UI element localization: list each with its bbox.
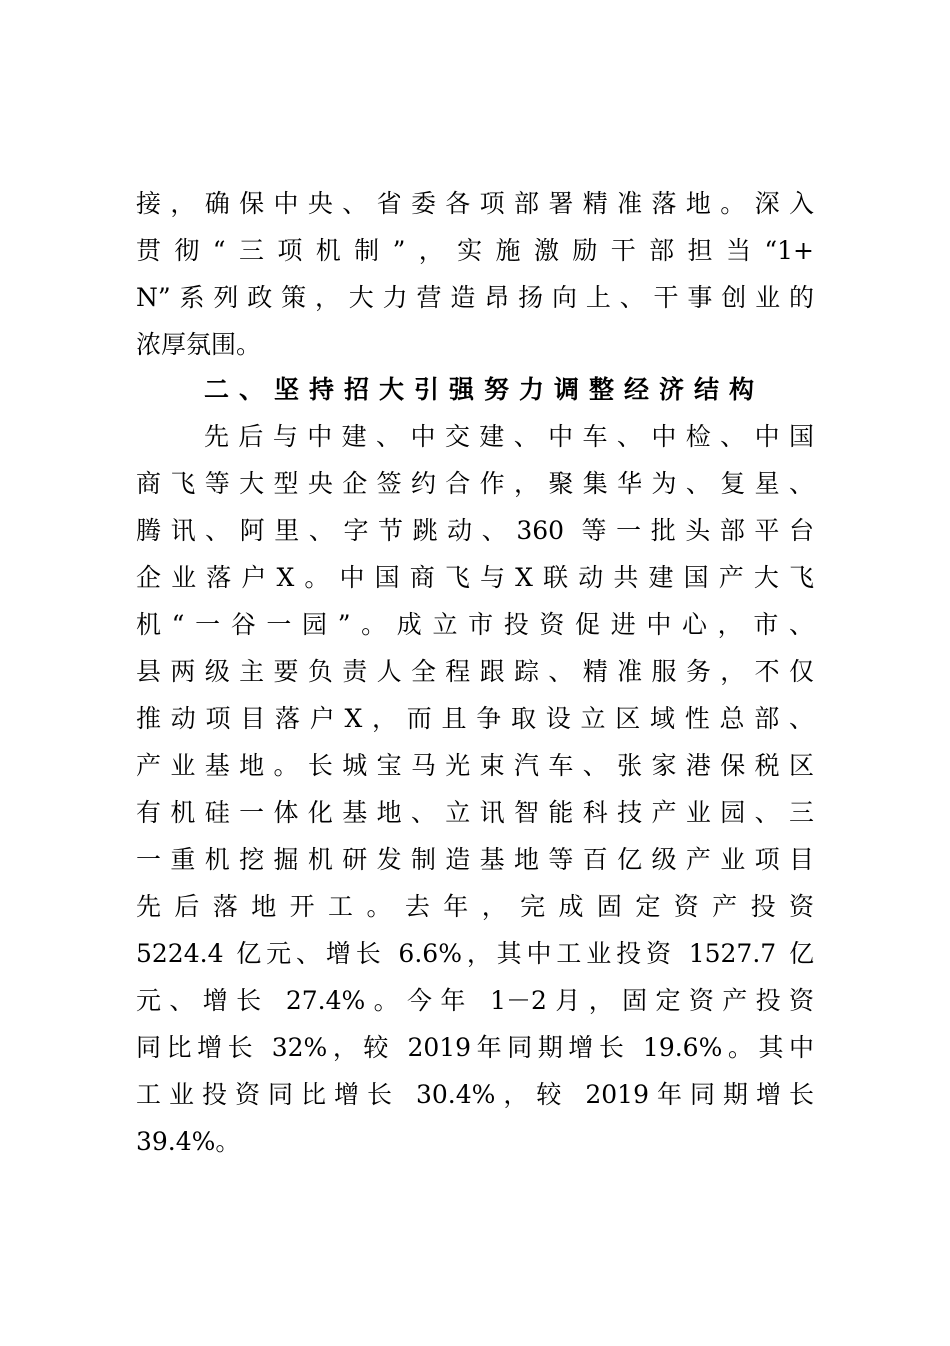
paragraph-2-line: 机“一谷一园”。成立市投资促进中心，市、 [136, 610, 814, 639]
paragraph-2-line: 推动项目落户X，而且争取设立区域性总部、 [136, 704, 814, 733]
paragraph-2-line: 先后与中建、中交建、中车、中检、中国 [204, 422, 814, 451]
paragraph-2-line: 先后落地开工。去年，完成固定资产投资 [136, 892, 814, 921]
paragraph-2-line: 5224.4 亿元、增长 6.6%，其中工业投资 1527.7 亿 [136, 939, 814, 968]
paragraph-2-line: 元、增长 27.4%。今年 1－2月，固定资产投资 [136, 986, 814, 1015]
paragraph-2-line: 39.4%。 [136, 1127, 241, 1156]
paragraph-2 [136, 413, 814, 1165]
paragraph-1-line: N”系列政策，大力营造昂扬向上、干事创业的 [136, 283, 814, 312]
paragraph-1-line: 贯彻“三项机制”，实施激励干部担当“1+ [136, 236, 814, 265]
paragraph-2-line: 同比增长 32%，较 2019年同期增长 19.6%。其中 [136, 1033, 814, 1062]
paragraph-1 [136, 180, 814, 368]
paragraph-2-line: 有机硅一体化基地、立讯智能科技产业园、三 [136, 798, 814, 827]
paragraph-2-line: 商飞等大型央企签约合作，聚集华为、复星、 [136, 469, 814, 498]
paragraph-1-line: 浓厚氛围。 [136, 330, 262, 359]
paragraph-2-line: 工业投资同比增长 30.4%，较 2019年同期增长 [136, 1080, 814, 1109]
paragraph-2-line: 产业基地。长城宝马光束汽车、张家港保税区 [136, 751, 814, 780]
paragraph-1-line: 接，确保中央、省委各项部署精准落地。深入 [136, 189, 814, 218]
paragraph-2-line: 腾讯、阿里、字节跳动、360 等一批头部平台 [136, 516, 814, 545]
paragraph-2-line: 县两级主要负责人全程跟踪、精准服务，不仅 [136, 657, 814, 686]
section-heading: 二、坚持招大引强努力调整经济结构 [204, 375, 765, 404]
paragraph-2-line: 企业落户X。中国商飞与X联动共建国产大飞 [136, 563, 814, 592]
paragraph-2-line: 一重机挖掘机研发制造基地等百亿级产业项目 [136, 845, 814, 874]
